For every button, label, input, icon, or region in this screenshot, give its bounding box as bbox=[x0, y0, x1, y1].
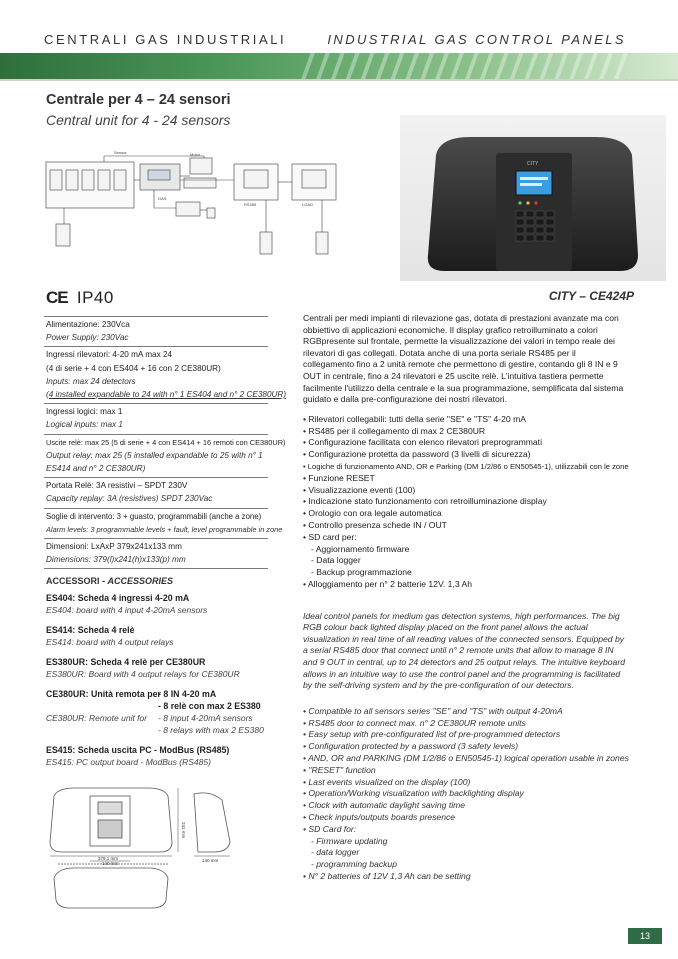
spec-line: Dimensioni: LxAxP 379x241x133 mm bbox=[46, 542, 182, 552]
accessory-es414 bbox=[46, 624, 286, 648]
feature-item: • RS485 door to connect max. n° 2 CE380UR remote units bbox=[303, 717, 526, 728]
feature-item: • Check inputs/outputs boards presence bbox=[303, 812, 456, 823]
feature-item: • Funzione RESET bbox=[303, 472, 375, 483]
accessory-subtitle: ES380UR: Board with 4 output relays for CE380UR bbox=[46, 669, 240, 679]
accessory-subtitle-detail: - 8 relays with max 2 ES380 bbox=[158, 725, 264, 735]
features-english bbox=[303, 706, 629, 883]
spec-row-inputs bbox=[44, 346, 287, 403]
schematic-label-motor: Motor bbox=[190, 152, 201, 157]
ip-value: IP40 bbox=[76, 288, 114, 307]
page-title: Centrale per 4 – 24 sensori bbox=[46, 92, 231, 108]
schematic-label-load: LOAD bbox=[302, 202, 313, 207]
accessory-es415 bbox=[46, 744, 286, 768]
accessory-ce380ur bbox=[46, 688, 286, 736]
accessory-title: ES404: Scheda 4 ingressi 4-20 mA bbox=[46, 593, 190, 603]
panel-brand-label: CITY bbox=[527, 161, 539, 167]
accessory-title-detail: - 8 relè con max 2 ES380 bbox=[158, 701, 261, 711]
accessory-subtitle: ES415: PC output board - ModBus (RS485) bbox=[46, 757, 211, 767]
dim-height: 241 mm bbox=[181, 822, 186, 839]
dim-depth: 140 mm bbox=[202, 858, 219, 863]
dim-width: 379,1 mm bbox=[98, 856, 119, 861]
spec-line: ES414 and n° 2 CE380UR) bbox=[46, 464, 146, 474]
accessories-heading-it: ACCESSORI bbox=[46, 576, 100, 586]
feature-item: • "RESET" function bbox=[303, 764, 376, 775]
feature-subitem: - Firmware updating bbox=[311, 835, 388, 846]
ce-mark: CE bbox=[46, 288, 68, 307]
feature-item: • Configuration protected by a password (3 safety levels) bbox=[303, 741, 519, 752]
feature-item: • AND, OR and PARKING (DM 1/2/86 o EN50545-1) logical operation usable in zones bbox=[303, 753, 629, 764]
feature-item: • RS485 per il collegamento di max 2 CE380UR bbox=[303, 425, 486, 436]
feature-item: • Last events visualized on the display (100) bbox=[303, 776, 471, 787]
feature-item: • N° 2 batteries of 12V 1,3 Ah can be setting bbox=[303, 871, 471, 882]
spec-line: Ingressi rilevatori: 4-20 mA max 24 bbox=[46, 350, 173, 360]
spec-row-capacity bbox=[44, 477, 268, 507]
schematic-label-sensor: Sensor bbox=[114, 150, 127, 155]
feature-item: • Configurazione protetta da password (3 livelli di sicurezza) bbox=[303, 449, 531, 460]
feature-item: • Visualizzazione eventi (100) bbox=[303, 484, 416, 495]
feature-item: • Clock with automatic daylight saving time bbox=[303, 800, 466, 811]
schematic-label-gas: GAS bbox=[158, 196, 167, 201]
accessory-title: ES380UR: Scheda 4 relè per CE380UR bbox=[46, 657, 206, 667]
spec-line: Alimentazione: 230Vca bbox=[46, 320, 130, 329]
drawing-bottom-outline bbox=[54, 868, 168, 908]
drawing-side-outline bbox=[194, 793, 230, 852]
spec-line: (4 installed expandable to 24 with n° 1 ES404 and n° 2 CE380UR) bbox=[46, 390, 287, 400]
schematic-label-rs485: RS485 bbox=[244, 202, 257, 207]
header-left-title: CENTRALI GAS INDUSTRIALI bbox=[44, 32, 287, 47]
description-column bbox=[303, 313, 629, 883]
spec-line: (4 di serie + 4 con ES404 + 16 con 2 CE380UR) bbox=[46, 363, 221, 373]
spec-line: Inputs: max 24 detectors bbox=[46, 376, 136, 386]
spec-line: Capacity replay: 3A (resistives) SPDT 230Vac bbox=[46, 494, 213, 504]
header-band-line bbox=[0, 79, 678, 81]
feature-item: • Configurazione facilitata con elenco rilevatori preprogrammati bbox=[303, 437, 542, 448]
dimension-drawing bbox=[44, 782, 268, 912]
accessory-subtitle: ES404: board with 4 input 4-20mA sensors bbox=[46, 605, 208, 615]
accessories-heading-en: ACCESSORIES bbox=[107, 576, 174, 586]
dim-panel-width: 140 mm bbox=[102, 861, 119, 866]
spec-row-dimensions bbox=[44, 538, 268, 569]
feature-subitem: - Backup programmazione bbox=[311, 567, 412, 578]
accessories-section bbox=[46, 576, 286, 776]
spec-row-relays bbox=[44, 434, 286, 478]
accessory-title: ES415: Scheda uscita PC - ModBus (RS485) bbox=[46, 745, 230, 755]
spec-line: Alarm levels: 3 programmable levels + fault, level programmable in zone bbox=[46, 524, 283, 534]
feature-item: • Orologio con ora legale automatica bbox=[303, 508, 442, 519]
product-photo bbox=[400, 115, 666, 281]
accessory-subtitle: CE380UR: Remote unit for bbox=[46, 713, 148, 723]
spec-table bbox=[44, 316, 287, 569]
accessory-es404 bbox=[46, 592, 286, 616]
header-band-stripes bbox=[300, 53, 630, 79]
spec-line: Uscite relè: max 25 (5 di serie + 4 con ES414 + 16 remoti con CE380UR) bbox=[46, 437, 286, 447]
product-caption: CITY – CE424P bbox=[548, 289, 634, 303]
accessories-heading: ACCESSORI - ACCESSORIES bbox=[46, 576, 174, 586]
accessory-title-detail: - 8 IN 4-20 mA bbox=[158, 689, 217, 699]
accessory-title: ES414: Scheda 4 relè bbox=[46, 625, 135, 635]
spec-line: Logical inputs: max 1 bbox=[46, 420, 123, 430]
features-italian bbox=[303, 414, 629, 591]
spec-line: Soglie di intervento: 3 + guasto, programmabili (anche a zone) bbox=[46, 511, 262, 521]
feature-item: • Alloggiamento per n° 2 batterie 12V. 1,3 Ah bbox=[303, 578, 473, 589]
spec-row-logical bbox=[44, 403, 268, 433]
accessory-subtitle: ES414: board with 4 output relays bbox=[46, 637, 174, 647]
spec-line: Power Supply: 230Vac bbox=[46, 333, 129, 343]
spec-line: Output relay: max 25 (5 installed expandable to 25 with n° 1 bbox=[46, 450, 263, 460]
feature-item: • Operation/Working visualization with backlighting display bbox=[303, 788, 524, 799]
description-english: Ideal control panels for medium gas detection systems, high performances. The big RGB colour back lighted display placed on the front panel allows the actual visualization in real time of all reading values of the connected sensors. Equipped by a serial RS485 door that connect until n° 2 remote units that allow to manage 8 IN and 9 OUT in central, up to 24 detectors and 25 output relays. The intuitive keyboard allows in an intuitive way to use the control panel and the programming is facilitated by the self-driving system and by the pre-configuration of our detectors. bbox=[303, 610, 625, 691]
feature-item: • SD card per: bbox=[303, 531, 357, 542]
spec-row-power bbox=[44, 316, 268, 346]
feature-item: • Compatible to all sensors series "SE" and "TS" with output 4-20mA bbox=[303, 705, 563, 716]
feature-item: • Easy setup with pre-configurated list of pre-programmed detectors bbox=[303, 729, 561, 740]
spec-line: Dimensions: 379(l)x241(h)x133(p) mm bbox=[46, 555, 186, 565]
feature-subitem: - data logger bbox=[311, 847, 360, 858]
feature-subitem: - programming backup bbox=[311, 859, 397, 870]
spec-line: Ingressi logici: max 1 bbox=[46, 407, 123, 417]
feature-item: • Rilevatori collegabili: tutti della serie "SE" e "TS" 4-20 mA bbox=[303, 413, 526, 424]
page-subtitle: Central unit for 4 - 24 sensors bbox=[46, 112, 231, 128]
accessory-title: CE380UR: Unità remota per bbox=[46, 689, 161, 699]
accessory-es380ur bbox=[46, 656, 286, 680]
feature-item: • Controllo presenza schede IN / OUT bbox=[303, 519, 447, 530]
spec-row-thresholds bbox=[44, 508, 283, 538]
spec-line: Portata Relè: 3A resistivi – SPDT 230V bbox=[46, 481, 188, 491]
header-right-title: INDUSTRIAL GAS CONTROL PANELS bbox=[327, 32, 626, 47]
description-italian: Centrali per medi impianti di rilevazione gas, dotata di prestazioni avanzate ma con obbiettivo di applicazioni economiche. Il display grafico retroilluminato a colori RGBpresente sul frontale, permette la visualizzazione dei valori in tempo reale dei rilevatori di gas collegati. Dotata anche di una porta seriale RS485 per il collegamento fino a 2 unità remote che permettono di gestire, contando gli 8 IN e 9 OUT in centrale, fino a 24 rilevatori e 25 uscite relè. L'intuitiva tastiera permette facilmente l'utilizzo della centrale e la sua programmazione, semplificata dal sistema guidato e dalla pre-configurazione dei nostri rilevatori. bbox=[303, 313, 624, 405]
ip-rating bbox=[46, 288, 114, 308]
feature-item: • Logiche di funzionamento AND, OR e Parking (DM 1/2/86 o EN50545-1), utilizzabili con le zone bbox=[303, 461, 629, 471]
wiring-schematic bbox=[44, 150, 349, 270]
accessory-subtitle-detail: - 8 input 4-20mA sensors bbox=[158, 713, 253, 723]
feature-item: • SD Card for: bbox=[303, 823, 357, 834]
feature-item: • Indicazione stato funzionamento con retroilluminazione display bbox=[303, 496, 547, 507]
page-number: 13 bbox=[628, 928, 662, 944]
feature-subitem: - Aggiornamento firmware bbox=[311, 543, 410, 554]
feature-subitem: - Data logger bbox=[311, 555, 361, 566]
